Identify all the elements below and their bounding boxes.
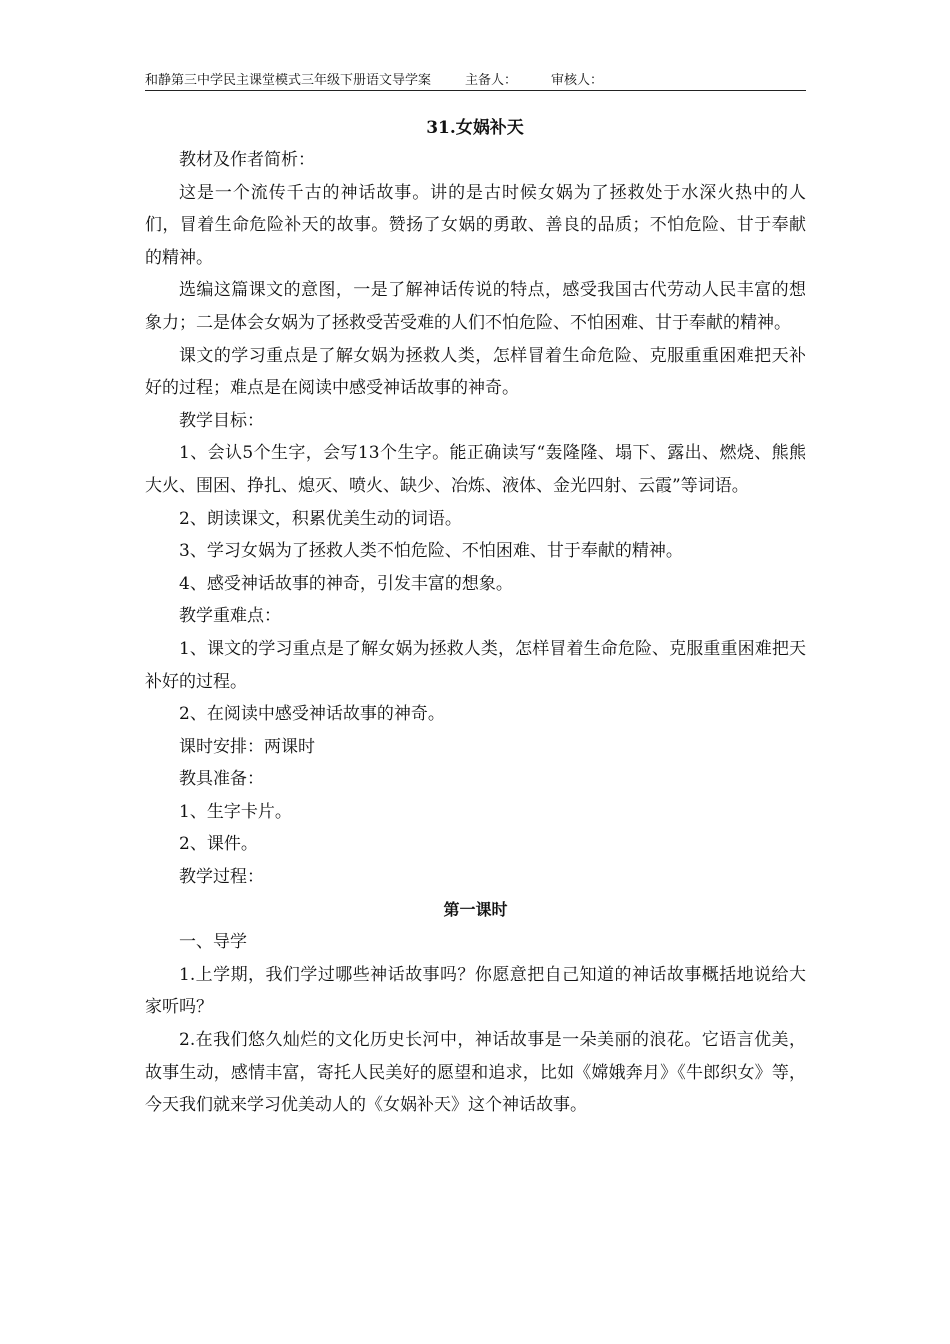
paragraph: 教具准备：: [179, 769, 264, 790]
page-header: [145, 72, 806, 91]
lesson-title: 31.女娲补天: [426, 118, 524, 138]
paragraph: 1.上学期，我们学过哪些神话故事吗？你愿意把自己知道的神话故事概括地说给大家听吗？: [145, 964, 806, 1018]
preparer-label: 主备人：: [465, 73, 518, 88]
paragraph: 课文的学习重点是了解女娲为拯救人类，怎样冒着生命危险、克服重重困难把天补好的过程；难点是在阅读中感受神话故事的神奇。: [145, 345, 806, 399]
lesson-content: [145, 144, 806, 1122]
paragraph: 教材及作者简析：: [179, 150, 315, 170]
paragraph: 教学重难点：: [179, 606, 281, 627]
paragraph: 4、感受神话故事的神奇，引发丰富的想象。: [179, 573, 513, 594]
paragraph: 教学过程：: [179, 867, 264, 888]
section-heading: 第一课时: [443, 899, 508, 919]
paragraph: 2、朗读课文，积累优美生动的词语。: [179, 508, 462, 529]
paragraph: 课时安排：两课时: [179, 736, 315, 757]
paragraph: 2、课件。: [179, 834, 258, 855]
paragraph: 这是一个流传千古的神话故事。讲的是古时候女娲为了拯救处于水深火热中的人们，冒着生命危险补天的故事。赞扬了女娲的勇敢、善良的品质；不怕危险、甘于奉献的精神。: [145, 182, 806, 268]
paragraph: 1、生字卡片。: [179, 801, 292, 822]
paragraph: 1、会认5个生字，会写13个生字。能正确读写“轰隆隆、塌下、露出、燃烧、熊熊大火、围困、挣扎、熄灭、喷火、缺少、冶炼、液体、金光四射、云霞”等词语。: [145, 443, 806, 496]
paragraph: 教学目标：: [179, 410, 264, 431]
paragraph: 2.在我们悠久灿烂的文化历史长河中，神话故事是一朵美丽的浪花。它语言优美，故事生动，感情丰富，寄托人民美好的愿望和追求，比如《嫦娥奔月》《牛郎织女》等，今天我们就来学习优美动人的《女娲补天》这个神话故事。: [145, 1030, 806, 1116]
paragraph: 一、导学: [179, 932, 247, 953]
paragraph: 选编这篇课文的意图，一是了解神话传说的特点，感受我国古代劳动人民丰富的想象力；二是体会女娲为了拯救受苦受难的人们不怕危险、不怕困难、甘于奉献的精神。: [145, 280, 806, 333]
paragraph: 1、课文的学习重点是了解女娲为拯救人类，怎样冒着生命危险、克服重重困难把天补好的过程。: [145, 638, 806, 692]
paragraph: 3、学习女娲为了拯救人类不怕危险、不怕困难、甘于奉献的精神。: [179, 541, 683, 562]
school-title: 和静第三中学民主课堂模式三年级下册语文导学案: [145, 73, 432, 88]
paragraph: 2、在阅读中感受神话故事的神奇。: [179, 704, 445, 725]
reviewer-label: 审核人：: [551, 73, 604, 88]
